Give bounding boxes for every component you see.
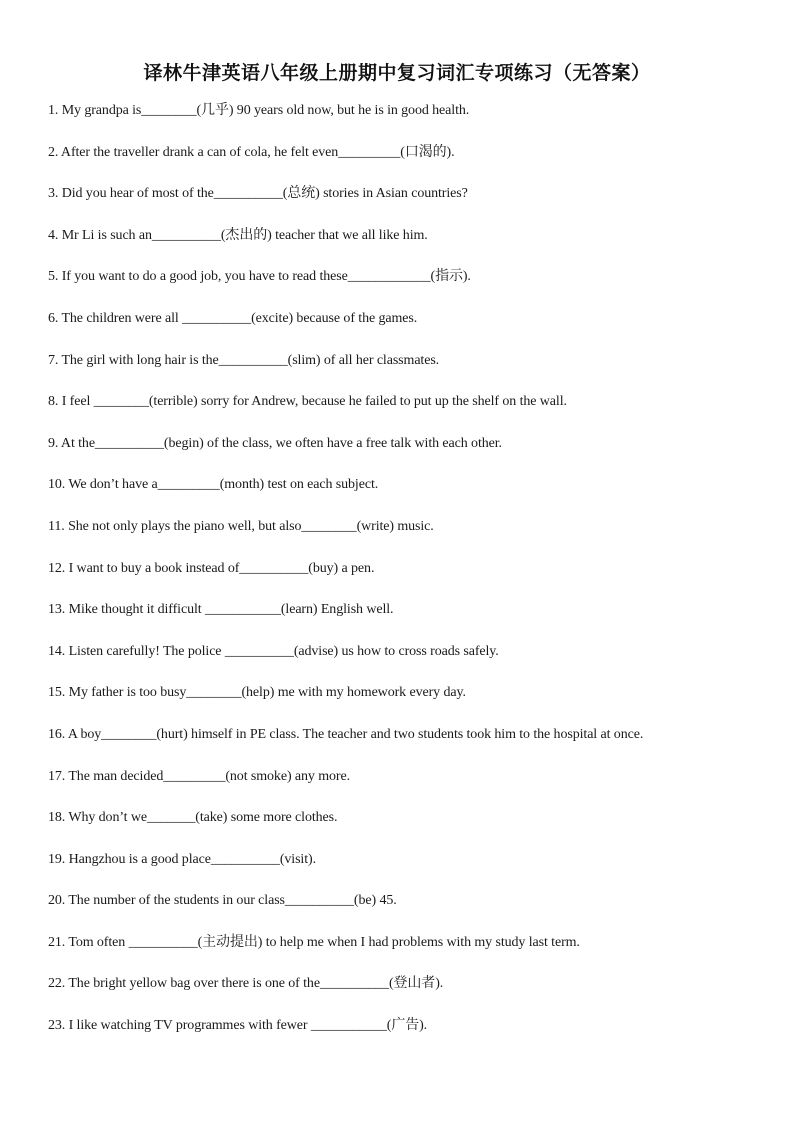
question-item: 2. After the traveller drank a can of cola, he felt even_________(口渴的).	[48, 144, 455, 160]
question-item: 22. The bright yellow bag over there is one of the__________(登山者).	[48, 976, 444, 992]
question-item: 13. Mike thought it difficult ___________(learn) English well.	[48, 602, 394, 618]
question-item: 19. Hangzhou is a good place__________(visit).	[48, 851, 316, 867]
question-item: 10. We don’t have a_________(month) test on each subject.	[48, 477, 379, 493]
question-item: 16. A boy________(hurt) himself in PE class. The teacher and two students took him to the hospital at once.	[48, 726, 644, 742]
question-item: 8. I feel ________(terrible) sorry for Andrew, because he failed to put up the shelf on the wall.	[48, 394, 567, 410]
question-item: 6. The children were all __________(excite) because of the games.	[48, 310, 418, 326]
question-item: 11. She not only plays the piano well, but also________(write) music.	[48, 518, 434, 534]
question-item: 21. Tom often __________(主动提出) to help me when I had problems with my study last term.	[48, 934, 580, 950]
question-item: 18. Why don’t we_______(take) some more clothes.	[48, 810, 338, 826]
question-item: 15. My father is too busy________(help) me with my homework every day.	[48, 685, 466, 701]
page-title: 译林牛津英语八年级上册期中复习词汇专项练习（无答案）	[143, 62, 651, 84]
question-list	[48, 100, 768, 1057]
question-item: 1. My grandpa is________(几乎) 90 years old now, but he is in good health.	[48, 103, 470, 118]
question-item: 12. I want to buy a book instead of__________(buy) a pen.	[48, 560, 375, 576]
question-item: 5. If you want to do a good job, you have to read these____________(指示).	[48, 269, 471, 285]
question-item: 14. Listen carefully! The police __________(advise) us how to cross roads safely.	[48, 643, 499, 659]
question-item: 20. The number of the students in our class__________(be) 45.	[48, 893, 397, 909]
question-item: 3. Did you hear of most of the__________(总统) stories in Asian countries?	[48, 186, 468, 202]
question-item: 4. Mr Li is such an__________(杰出的) teacher that we all like him.	[48, 227, 428, 243]
question-item: 23. I like watching TV programmes with fewer ___________(广告).	[48, 1018, 428, 1034]
question-item: 9. At the__________(begin) of the class, we often have a free talk with each other.	[48, 435, 502, 451]
question-item: 17. The man decided_________(not smoke) any more.	[48, 768, 350, 784]
question-item: 7. The girl with long hair is the__________(slim) of all her classmates.	[48, 352, 440, 368]
